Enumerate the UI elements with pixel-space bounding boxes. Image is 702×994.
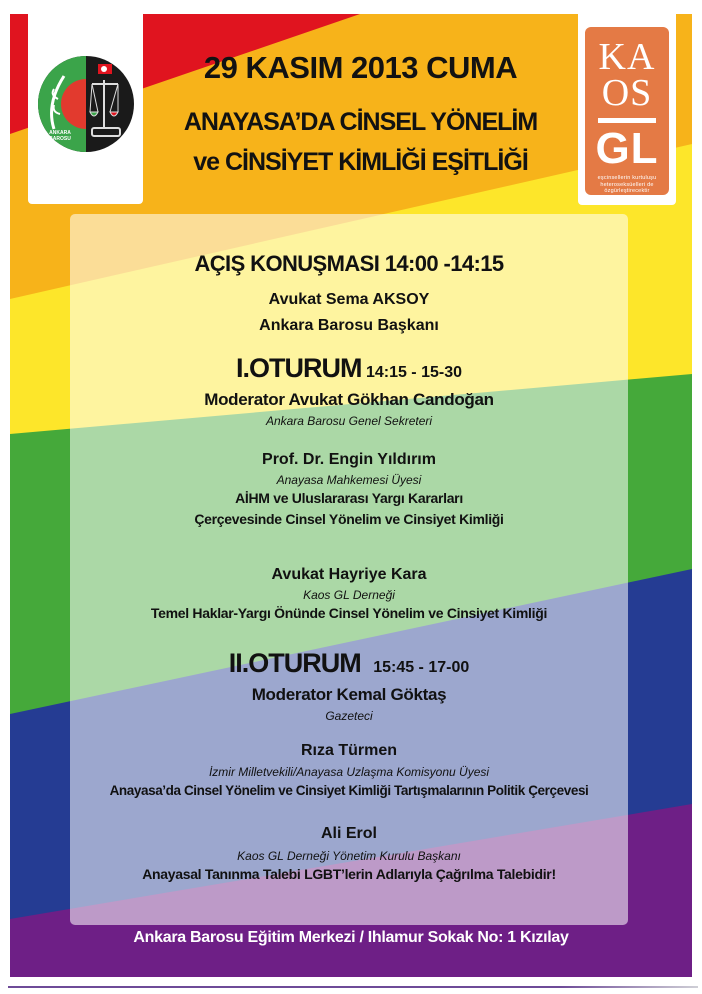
event-date: 29 KASIM 2013 CUMA bbox=[203, 50, 518, 85]
talk-speaker: Avukat Hayriye Kara bbox=[271, 566, 427, 583]
kaos-tagline-1: eşcinsellerin kurtuluşu bbox=[597, 175, 657, 181]
event-title-line2: ve CİNSİYET KİMLİĞİ EŞİTLİĞİ bbox=[193, 148, 528, 176]
talk-topic: Anayasal Tanınma Talebi LGBT’lerin Adlarıyla Çağrılma Talebidir! bbox=[142, 866, 556, 882]
kaos-logo-ka: KA bbox=[598, 36, 656, 78]
talk-speaker: Rıza Türmen bbox=[300, 742, 397, 759]
talk-topic: AİHM ve Uluslararası Yargı Kararları bbox=[235, 490, 463, 506]
talk-topic: Anayasa’da Cinsel Yönelim ve Cinsiyet Kimliği Tartışmalarının Politik Çerçevesi bbox=[109, 783, 589, 798]
svg-text:ANKARA: ANKARA bbox=[49, 130, 71, 136]
session1-moderator-role: Ankara Barosu Genel Sekreteri bbox=[265, 414, 433, 428]
opening-speaker: Avukat Sema AKSOY bbox=[268, 291, 430, 308]
event-poster bbox=[10, 14, 692, 977]
kaos-gl-logo-card bbox=[578, 14, 676, 205]
session1-header bbox=[70, 353, 628, 384]
svg-text:BAROSU: BAROSU bbox=[49, 136, 71, 142]
talk-topic: Temel Haklar-Yargı Önünde Cinsel Yönelim ve Cinsiyet Kimliği bbox=[150, 605, 548, 621]
kaos-logo-divider bbox=[598, 118, 656, 123]
kaos-tagline-2: heteroseksüelleri de bbox=[600, 181, 654, 188]
session2-header bbox=[70, 648, 628, 679]
session1-moderator: Moderator Avukat Gökhan Candoğan bbox=[204, 390, 494, 409]
venue-footer: Ankara Barosu Eğitim Merkezi / Ihlamur Sokak No: 1 Kızılay bbox=[133, 929, 569, 946]
session1-time: 14:15 - 15-30 bbox=[365, 364, 462, 381]
talk-speaker: Ali Erol bbox=[320, 825, 377, 842]
bottom-divider bbox=[8, 986, 698, 988]
session2-moderator-role: Gazeteci bbox=[325, 709, 373, 723]
talk-topic: Çerçevesinde Cinsel Yönelim ve Cinsiyet Kimliği bbox=[194, 511, 504, 527]
talk-role: Kaos GL Derneği Yönetim Kurulu Başkanı bbox=[237, 849, 461, 863]
opening-role: Ankara Barosu Başkanı bbox=[259, 317, 439, 334]
program-panel bbox=[70, 214, 628, 925]
kaos-logo-gl: GL bbox=[595, 124, 659, 173]
kaos-gl-logo-icon bbox=[585, 27, 669, 195]
talk-role: Kaos GL Derneği bbox=[303, 588, 395, 602]
talk-speaker: Prof. Dr. Engin Yıldırım bbox=[262, 451, 436, 468]
session2-title: II.OTURUM bbox=[228, 648, 361, 678]
talk-role: İzmir Milletvekili/Anayasa Uzlaşma Komisyonu Üyesi bbox=[208, 765, 490, 779]
ankara-barosu-logo-card bbox=[28, 14, 143, 204]
ankara-barosu-logo-icon bbox=[36, 54, 136, 154]
session2-time: 15:45 - 17-00 bbox=[373, 659, 470, 676]
kaos-tagline-3: özgürleştirecektir bbox=[604, 188, 650, 194]
event-title-line1: ANAYASA’DA CİNSEL YÖNELİM bbox=[183, 108, 538, 136]
session1-title: I.OTURUM bbox=[236, 353, 362, 383]
session2-moderator: Moderator Kemal Göktaş bbox=[251, 685, 447, 704]
kaos-logo-os: OS bbox=[601, 72, 653, 114]
talk-role: Anayasa Mahkemesi Üyesi bbox=[276, 473, 422, 487]
opening-title: AÇIŞ KONUŞMASI 14:00 -14:15 bbox=[194, 251, 504, 276]
